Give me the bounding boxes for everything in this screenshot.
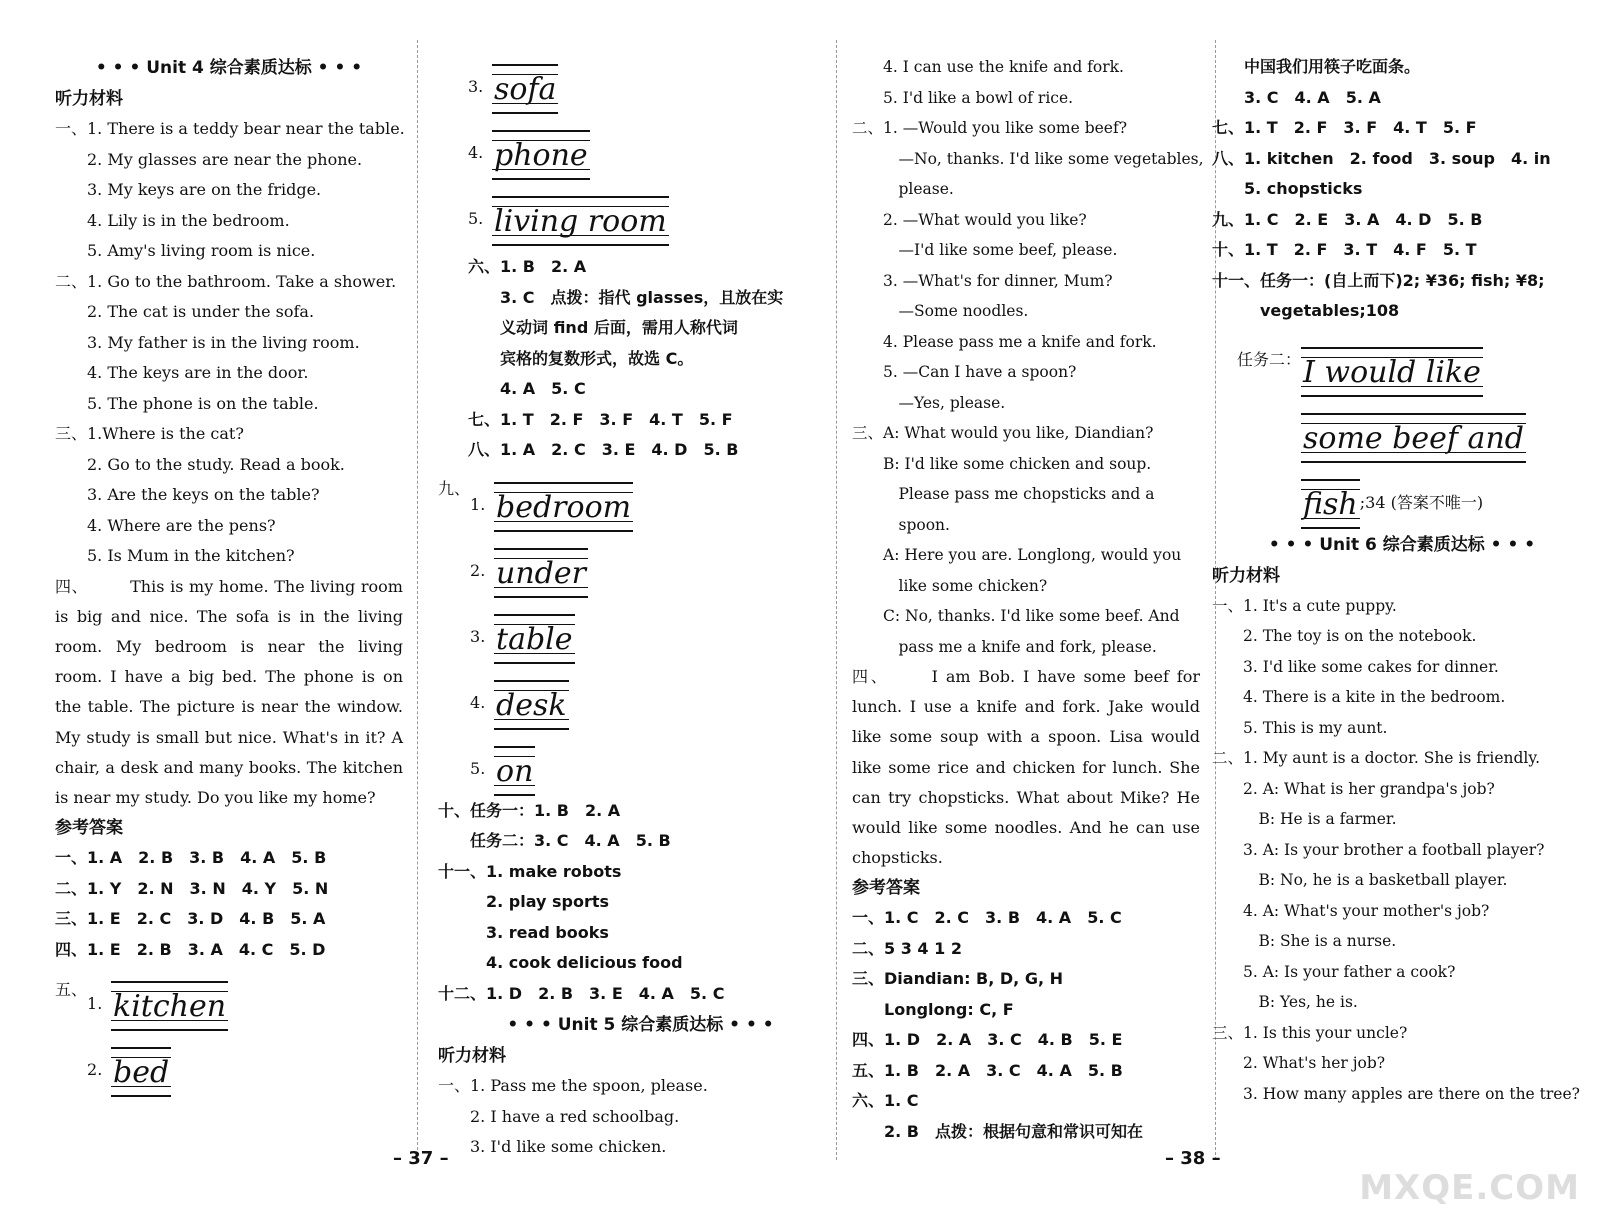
page-number-38: – 38 – <box>1165 1148 1221 1169</box>
text-line: 3. I'd like some chicken. <box>438 1137 667 1156</box>
text-line: 三、1.Where is the cat? <box>55 424 244 443</box>
handwritten-answer: phone <box>494 138 588 173</box>
handwritten-answer: under <box>496 555 586 591</box>
handwriting-row <box>468 180 813 246</box>
text-line: 一、1. C 2. C 3. B 4. A 5. C <box>852 908 1122 928</box>
answer-list <box>438 796 813 1010</box>
task-2 <box>1237 331 1567 529</box>
unit5-title: • • • Unit 5 综合素质达标 • • • <box>507 1015 774 1035</box>
answer-list <box>1212 52 1567 327</box>
text-line: 5. Amy's living room is nice. <box>55 241 316 260</box>
listening-heading: 听力材料 <box>55 89 123 109</box>
text-line: 2. B 点拨：根据句意和常识可知在 <box>852 1121 1143 1141</box>
text-line: 十、任务一：1. B 2. A <box>438 800 621 820</box>
four-line-box <box>494 482 633 532</box>
handwriting-row <box>470 664 633 730</box>
text-line: 二、1. Go to the bathroom. Take a shower. <box>55 271 397 291</box>
handwritten-answer: on <box>496 753 534 789</box>
text-line: 三、1. E 2. C 3. D 4. B 5. A <box>55 909 326 929</box>
listening-heading: 听力材料 <box>438 1046 506 1066</box>
handwriting-row <box>87 1031 228 1097</box>
text-line: 5. I'd like a bowl of rice. <box>852 88 1074 107</box>
four-line-box <box>111 1047 171 1097</box>
text-line: 十二、1. D 2. B 3. E 4. A 5. C <box>438 983 725 1003</box>
text-line: 5. This is my aunt. <box>1212 718 1388 737</box>
text-line: B: She is a nurse. <box>1212 932 1397 950</box>
text-line: —I'd like some beef, please. <box>852 241 1118 259</box>
text-line: 4. I can use the knife and fork. <box>852 58 1124 76</box>
listening-list <box>55 114 403 572</box>
passage-label: 四、 <box>852 667 890 686</box>
text-line: 4. Where are the pens? <box>55 515 276 535</box>
text-line: 2. Go to the study. Read a book. <box>55 454 345 474</box>
handwriting-row <box>468 48 813 114</box>
page-number-37: – 37 – <box>393 1148 449 1169</box>
text-line: 一、1. Pass me the spoon, please. <box>438 1076 708 1095</box>
text-line: 3. C 点拨：指代 glasses，且放在实 <box>468 287 784 307</box>
text-line: 4. A 5. C <box>468 379 586 398</box>
text-line: vegetables;108 <box>1212 301 1400 320</box>
text-line: B: He is a farmer. <box>1212 810 1397 828</box>
item-number: 4. <box>470 692 486 712</box>
section-5-label: 五、 <box>55 980 88 1000</box>
text-line: 3. read books <box>438 922 609 942</box>
text-line: 五、1. B 2. A 3. C 4. A 5. B <box>852 1060 1123 1080</box>
text-line: 2. What's her job? <box>1212 1054 1386 1072</box>
text-line: 2. A: What is her grandpa's job? <box>1212 779 1495 798</box>
text-line: spoon. <box>852 515 950 534</box>
text-line: 3. A: Is your brother a football player? <box>1212 840 1545 859</box>
four-line-box <box>492 64 558 114</box>
text-line: 六、1. C <box>852 1091 919 1111</box>
text-line: please. <box>852 180 954 198</box>
text-line: 4. cook delicious food <box>438 953 683 972</box>
column-2 <box>438 48 813 1163</box>
text-line: B: Yes, he is. <box>1212 993 1358 1011</box>
handwriting-row <box>1301 331 1526 397</box>
text-line: 九、1. C 2. E 3. A 4. D 5. B <box>1212 209 1483 229</box>
page-divider <box>836 40 837 1160</box>
text-line: 5. Is Mum in the kitchen? <box>55 546 295 565</box>
text-line: 一、1. A 2. B 3. B 4. A 5. B <box>55 848 327 868</box>
text-line: 四、1. D 2. A 3. C 4. B 5. E <box>852 1030 1123 1050</box>
text-line: 3. My keys are on the fridge. <box>55 180 322 199</box>
four-line-box <box>494 680 569 730</box>
four-line-box <box>494 548 588 598</box>
unit6-title: • • • Unit 6 综合素质达标 • • • <box>1268 534 1536 555</box>
watermark: MXQE.COM <box>1359 1168 1580 1208</box>
text-line: 三、A: What would you like, Diandian? <box>852 424 1154 442</box>
item-number: 4. <box>468 143 484 162</box>
answers-heading: 参考答案 <box>55 818 123 839</box>
handwritten-answer: I would like <box>1303 354 1481 390</box>
handwritten-answer: table <box>496 621 573 657</box>
passage <box>55 572 403 814</box>
text-line: 2. My glasses are near the phone. <box>55 149 363 169</box>
item-number: 1. <box>470 494 486 514</box>
text-line: 七、1. T 2. F 3. F 4. T 5. F <box>1212 118 1477 137</box>
four-line-box <box>1301 413 1526 463</box>
four-line-box <box>492 130 590 180</box>
answer-list <box>852 903 1200 1147</box>
text-line: 4. Lily is in the bedroom. <box>55 210 290 230</box>
handwriting-row <box>468 114 813 180</box>
text-line: A: Here you are. Longlong, would you <box>852 546 1182 564</box>
text-line: B: I'd like some chicken and soup. <box>852 454 1152 473</box>
unit4-title: • • • Unit 4 综合素质达标 • • • <box>95 58 363 78</box>
text-line: 十一、1. make robots <box>438 861 622 881</box>
text-line: 4. A: What's your mother's job? <box>1212 901 1490 920</box>
text-line: C: No, thanks. I'd like some beef. And <box>852 607 1180 625</box>
text-line: 中国我们用筷子吃面条。 <box>1212 57 1421 76</box>
task-2-label: 任务二： <box>1237 349 1302 369</box>
item-number: 5. <box>468 209 484 228</box>
column-1 <box>55 52 403 1097</box>
answer-list <box>852 52 1204 662</box>
text-line: 三、Diandian: B, D, G, H <box>852 969 1063 989</box>
listening-heading: 听力材料 <box>1212 565 1280 586</box>
handwritten-answer: kitchen <box>113 989 227 1025</box>
handwritten-answer: bedroom <box>496 489 632 525</box>
text-line: 四、1. E 2. B 3. A 4. C 5. D <box>55 939 326 959</box>
passage <box>852 662 1200 873</box>
handwriting-list <box>87 965 228 1097</box>
text-line: —Some noodles. <box>852 302 1029 320</box>
column-divider <box>417 40 418 1160</box>
listening-list <box>438 1071 813 1163</box>
text-line: pass me a knife and fork, please. <box>852 637 1157 656</box>
four-line-box <box>111 981 228 1031</box>
text-line: Please pass me chopsticks and a <box>852 485 1155 503</box>
handwritten-answer: sofa <box>494 72 557 107</box>
text-line: 任务二：3. C 4. A 5. B <box>438 831 671 850</box>
answer-list <box>55 843 403 965</box>
text-line: 一、1. There is a teddy bear near the table. <box>55 119 405 138</box>
section-9-label: 九、 <box>438 478 471 498</box>
text-line: 3. I'd like some cakes for dinner. <box>1212 657 1499 676</box>
text-line: 十、1. T 2. F 3. T 4. F 5. T <box>1212 240 1477 259</box>
four-line-box <box>494 746 535 796</box>
four-line-box <box>494 614 575 664</box>
text-line: 3. Are the keys on the table? <box>55 485 320 504</box>
text-line: 宾格的复数形式，故选 C。 <box>468 348 694 368</box>
text-line: 2. I have a red schoolbag. <box>438 1106 680 1126</box>
handwritten-answer: some beef and <box>1303 420 1524 456</box>
text-line: Longlong: C, F <box>852 999 1014 1019</box>
text-line: 二、1. Y 2. N 3. N 4. Y 5. N <box>55 878 329 898</box>
item-number: 1. <box>87 994 103 1014</box>
text-line: 3. C 4. A 5. A <box>1212 87 1381 107</box>
text-line: 3. My father is in the living room. <box>55 332 360 352</box>
column-4 <box>1212 52 1580 1109</box>
text-line: 六、1. B 2. A <box>468 257 587 276</box>
handwriting-row <box>470 532 633 598</box>
section-5 <box>55 965 403 1097</box>
handwritten-answer: desk <box>496 687 567 723</box>
passage-label: 四、 <box>55 576 89 596</box>
text-line: 二、5 3 4 1 2 <box>852 938 962 958</box>
text-line: 4. There is a kite in the bedroom. <box>1212 688 1506 706</box>
handwritten-answer: living room <box>494 204 667 239</box>
text-line: B: No, he is a basketball player. <box>1212 871 1508 889</box>
item-number: 3. <box>470 626 486 646</box>
text-line: 3. How many apples are there on the tree? <box>1212 1084 1580 1103</box>
text-line: —Yes, please. <box>852 393 1006 412</box>
text-line: —No, thanks. I'd like some vegetables, <box>852 149 1204 168</box>
handwriting-row <box>470 466 633 532</box>
handwriting-list <box>470 466 633 796</box>
handwriting-row <box>470 730 633 796</box>
text-line: 4. The keys are in the door. <box>55 363 309 382</box>
four-line-box <box>1301 347 1483 397</box>
handwriting-row <box>87 965 228 1031</box>
text-line: 5. chopsticks <box>1212 179 1363 198</box>
handwriting-list <box>468 48 813 246</box>
text-line: 2. play sports <box>438 892 610 911</box>
text-line: 一、1. It's a cute puppy. <box>1212 596 1397 615</box>
handwriting-row <box>1301 463 1526 529</box>
text-line: 4. Please pass me a knife and fork. <box>852 332 1157 351</box>
text-line: 5. —Can I have a spoon? <box>852 363 1077 381</box>
handwriting-row <box>1301 397 1526 463</box>
text-line: 二、1. My aunt is a doctor. She is friendly. <box>1212 749 1540 767</box>
text-line: 3. —What's for dinner, Mum? <box>852 271 1113 290</box>
column-3 <box>852 52 1204 1147</box>
passage-text: This is my home. The living room is big and nice. The sofa is in the living room. My bedroom is near the living room. I have a big bed. The phone is on the table. The picture is near the window. My study is small but nice. What's in it? A chair, a desk and many books. The kitchen is near my study. Do you like my home? <box>55 576 403 807</box>
text-line: 5. A: Is your father a cook? <box>1212 962 1456 981</box>
section-9 <box>438 466 813 796</box>
text-line: 十一、任务一：(自上而下)2; ¥36; fish; ¥8; <box>1212 270 1545 290</box>
text-line: 八、1. kitchen 2. food 3. soup 4. in <box>1212 148 1551 168</box>
handwriting-row <box>470 598 633 664</box>
handwriting-list <box>1301 331 1526 529</box>
handwritten-answer: bed <box>113 1055 170 1091</box>
text-line: 三、1. Is this your uncle? <box>1212 1023 1408 1042</box>
item-number: 2. <box>87 1060 103 1080</box>
text-line: 2. The cat is under the sofa. <box>55 302 315 321</box>
text-line: 义动词 find 后面，需用人称代词 <box>468 318 738 337</box>
text-line: 5. The phone is on the table. <box>55 393 319 413</box>
item-number: 5. <box>470 758 486 778</box>
task-2-tail: ;34 (答案不唯一) <box>1359 493 1484 512</box>
text-line: 2. —What would you like? <box>852 210 1087 229</box>
item-number: 3. <box>468 77 484 96</box>
text-line: 二、1. —Would you like some beef? <box>852 119 1128 137</box>
text-line: 七、1. T 2. F 3. F 4. T 5. F <box>468 409 733 429</box>
answer-list <box>468 252 813 466</box>
listening-list <box>1212 591 1580 1110</box>
four-line-box <box>492 196 669 246</box>
text-line: 八、1. A 2. C 3. E 4. D 5. B <box>468 440 739 459</box>
text-line: like some chicken? <box>852 576 1048 595</box>
passage-text: I am Bob. I have some beef for lunch. I use a knife and fork. Jake would like some soup with a spoon. Lisa would like some rice and chicken for lunch. She can try chopsticks. What about Mike? He would like some noodles. And he can use chopsticks. <box>852 667 1200 868</box>
item-number: 2. <box>470 560 486 580</box>
answers-heading: 参考答案 <box>852 878 920 899</box>
text-line: 2. The toy is on the notebook. <box>1212 627 1477 645</box>
handwritten-answer: fish <box>1303 486 1358 522</box>
four-line-box <box>1301 479 1360 529</box>
